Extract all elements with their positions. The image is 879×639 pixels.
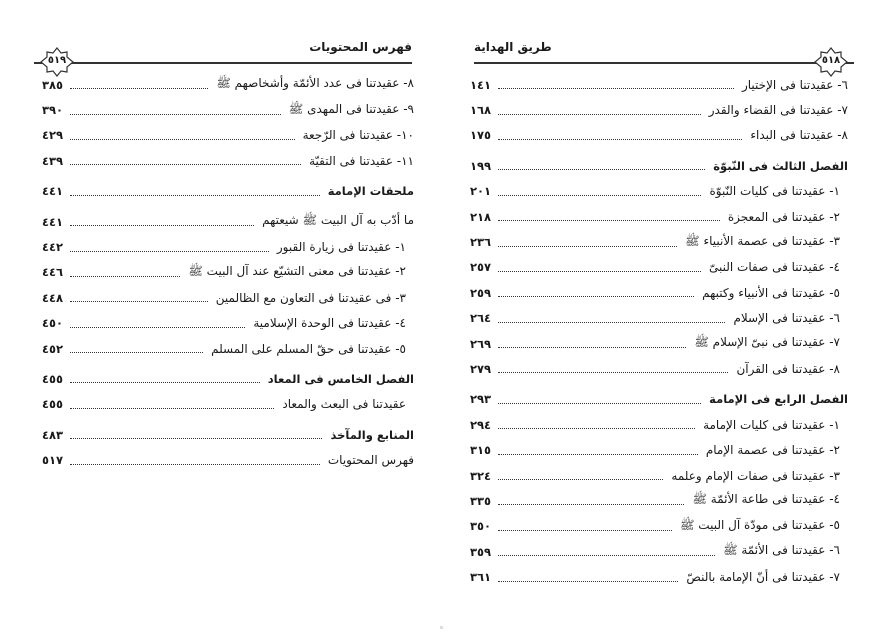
toc-entry-page: ٢٧٩ [470,361,492,376]
toc-entry-title: ٣- فى عقيدتنا فى التعاون مع الظالمين [215,290,406,305]
dot-leader [70,408,274,409]
toc-entry-title: ١- عقيدتنا فى كليات النّبوّة [709,184,840,199]
dot-leader [498,139,742,140]
toc-entry-page: ٤٥٥ [42,371,64,386]
toc-entry-page: ٢٦٩ [470,336,492,351]
toc-entry-page: ٤٤٢ [42,240,64,255]
toc-entry-title: ٥- عقيدتنا فى الأنبياء وكتبهم [702,285,840,300]
toc-entry[interactable] [470,488,848,513]
toc-entry-page: ٥١٧ [42,453,64,468]
toc-subheading[interactable] [42,209,414,234]
toc-entry[interactable] [42,148,414,173]
dot-leader [498,271,701,272]
toc-entry-page: ٤٤١ [42,184,64,199]
toc-entry[interactable] [470,331,848,356]
toc-entry-title: ٨- عقيدتنا فى عدد الأئمّة وأشخاصهم ﷺ [216,76,414,91]
header-rule [34,62,412,64]
dot-leader [498,530,672,531]
toc-entry[interactable] [470,255,848,280]
toc-entry-page: ٣٩٠ [42,103,64,118]
toc-entry[interactable] [470,179,848,204]
dot-leader [70,88,208,89]
toc-entry-page: ١٤١ [470,77,492,92]
toc-entry-title: ٥- عقيدتنا فى حقّ المسلم على المسلم [211,341,406,356]
toc-entry-title: ما أدّب به آل البيت ﷺ شيعتهم [262,213,414,228]
toc-entry[interactable] [470,539,848,564]
toc-entry[interactable] [470,306,848,331]
toc-entry-page: ٤٥٥ [42,397,64,412]
toc-entry-page: ٣٥٩ [470,544,492,559]
toc-entry-page: ٤٥٢ [42,341,64,356]
dot-leader [498,428,695,429]
toc-entry[interactable] [42,123,414,148]
scan-artifact [440,626,443,629]
dot-leader [498,88,734,89]
toc-entry[interactable] [42,97,414,122]
toc-entry[interactable] [470,356,848,381]
toc-entry-page: ٤٣٩ [42,153,64,168]
dot-leader [70,164,301,165]
toc-entry-page: ٣١٥ [470,443,492,458]
toc-entry[interactable] [470,564,848,589]
dot-leader [70,327,245,328]
toc-entry-page: ٢٩٤ [470,417,492,432]
toc-section-heading[interactable] [470,387,848,412]
toc-entry[interactable] [42,336,414,361]
toc-entry[interactable] [470,97,848,122]
dot-leader [70,114,281,115]
table-of-contents [470,72,848,590]
running-header [474,40,854,66]
toc-entry-page: ٤٤٨ [42,290,64,305]
toc-entry-title: ٤- عقيدتنا فى الوحدة الإسلامية [253,316,406,331]
toc-entry[interactable] [470,123,848,148]
toc-entry-title: ٧- عقيدتنا فى نبىّ الإسلام ﷺ [694,335,840,350]
toc-entry-page: ١٦٨ [470,103,492,118]
dot-leader [498,504,684,505]
toc-entry-page: ٣٢٤ [470,468,492,483]
toc-entry-page: ٢١٨ [470,209,492,224]
toc-entry-page: ١٧٥ [470,128,492,143]
dot-leader [498,581,678,582]
toc-entry[interactable] [42,234,414,259]
toc-entry[interactable] [470,463,848,488]
toc-entry-title: ملحقات الإمامة [327,184,414,199]
toc-entry-page: ٣٦١ [470,570,492,585]
header-title: فهرس المحتويات [309,40,412,54]
page-number: ٥١٩ [47,55,67,66]
toc-entry-title: ١- عقيدتنا فى زيارة القبور [276,240,406,255]
dot-leader [498,372,728,373]
dot-leader [70,195,320,196]
dot-leader [70,225,254,226]
toc-entry-title: ٦- عقيدتنا فى الأئمّة ﷺ [723,543,840,558]
page-number: ٥١٨ [821,55,841,66]
dot-leader [498,555,715,556]
toc-entry-title: المنابع والمآخذ [330,427,414,442]
toc-entry[interactable] [470,412,848,437]
dot-leader [498,195,701,196]
toc-entry-title: فهرس المحتويات [327,453,414,468]
toc-section-heading[interactable] [42,366,414,391]
dot-leader [498,322,725,323]
toc-entry-title: ٤- عقيدتنا فى طاعة الأئمّة ﷺ [692,492,840,507]
toc-entry[interactable] [42,447,414,472]
toc-entry-title: ٢- عقيدتنا فى معنى التشيّع عند آل البيت ﷺ [188,263,406,278]
toc-entry-page: ٣٥٠ [470,519,492,534]
toc-entry-title: ٥- عقيدتنا فى مودّة آل البيت ﷺ [680,517,840,532]
toc-entry-page: ٤٨٣ [42,427,64,442]
toc-entry-page: ٣٣٥ [470,493,492,508]
toc-entry-title: ٤- عقيدتنا فى صفات النبىّ [709,260,840,275]
toc-section-heading[interactable] [470,153,848,178]
dot-leader [498,479,663,480]
toc-entry[interactable] [470,280,848,305]
dot-leader [70,301,208,302]
toc-entry-title: عقيدتنا فى البعث والمعاد [282,397,406,412]
toc-entry-title: ٧- عقيدتنا فى القضاء والقدر [708,103,848,118]
toc-entry[interactable] [470,229,848,254]
toc-entry-title: ٢- عقيدتنا فى المعجزة [727,209,840,224]
toc-section-heading[interactable] [42,422,414,447]
dot-leader [70,438,322,439]
toc-entry[interactable] [42,285,414,310]
dot-leader [70,382,260,383]
toc-entry[interactable] [42,311,414,336]
dot-leader [498,220,720,221]
toc-entry[interactable] [42,260,414,285]
toc-entry-page: ١٩٩ [470,158,492,173]
toc-entry-title: ٣- عقيدتنا فى صفات الإمام وعلمه [671,468,840,483]
toc-entry-page: ٢٩٣ [470,392,492,407]
dot-leader [70,139,295,140]
toc-entry[interactable] [470,514,848,539]
toc-entry[interactable] [470,72,848,97]
dot-leader [70,352,203,353]
dot-leader [498,454,698,455]
toc-entry[interactable] [42,72,414,97]
toc-entry-page: ٣٨٥ [42,77,64,92]
toc-entry-title: الفصل الرابع فى الإمامة [709,392,848,407]
dot-leader [498,347,686,348]
toc-entry-title: ٣- عقيدتنا فى عصمة الأنبياء ﷺ [685,233,840,248]
toc-entry-page: ٤٢٩ [42,128,64,143]
toc-entry-title: ٧- عقيدتنا فى أنّ الإمامة بالنصّ [686,570,840,585]
dot-leader [498,114,701,115]
toc-entry[interactable] [470,437,848,462]
toc-entry-title: ٦- عقيدتنا فى الإختيار [741,77,848,92]
toc-entry-title: ١٠- عقيدتنا فى الرّجعة [302,128,414,143]
toc-entry-title: ٨- عقيدتنا فى القرآن [736,361,840,376]
dot-leader [70,251,269,252]
toc-entry-page: ٢٥٩ [470,285,492,300]
toc-entry-title: ٦- عقيدتنا فى الإسلام [733,311,840,326]
toc-entry-title: الفصل الخامس فى المعاد [267,371,414,386]
dot-leader [498,403,701,404]
toc-entry[interactable] [42,392,414,417]
toc-entry-page: ٤٤١ [42,214,64,229]
dot-leader [70,464,320,465]
table-of-contents [42,72,414,473]
toc-entry-page: ٤٤٦ [42,265,64,280]
header-title: طريق الهداية [474,40,552,54]
toc-entry-title: الفصل الثالث فى النّبوّة [713,158,848,173]
toc-entry-page: ٢٥٧ [470,260,492,275]
dot-leader [498,246,677,247]
toc-entry-title: ٢- عقيدتنا فى عصمة الإمام [705,443,840,458]
toc-entry-title: ١- عقيدتنا فى كليات الإمامة [703,417,840,432]
toc-entry[interactable] [470,204,848,229]
dot-leader [498,169,705,170]
toc-entry-page: ٢٠١ [470,184,492,199]
toc-section-heading[interactable] [42,179,414,204]
toc-entry-page: ٤٥٠ [42,316,64,331]
right-page [440,0,879,639]
running-header [34,40,412,66]
dot-leader [70,276,180,277]
toc-entry-page: ٢٣٦ [470,235,492,250]
dot-leader [498,296,694,297]
toc-entry-title: ١١- عقيدتنا فى التقيّة [309,153,414,168]
toc-entry-title: ٩- عقيدتنا فى المهدى ﷺ [288,101,414,116]
header-rule [474,62,854,64]
toc-entry-page: ٢٦٤ [470,311,492,326]
toc-entry-title: ٨- عقيدتنا فى البداء [750,128,848,143]
